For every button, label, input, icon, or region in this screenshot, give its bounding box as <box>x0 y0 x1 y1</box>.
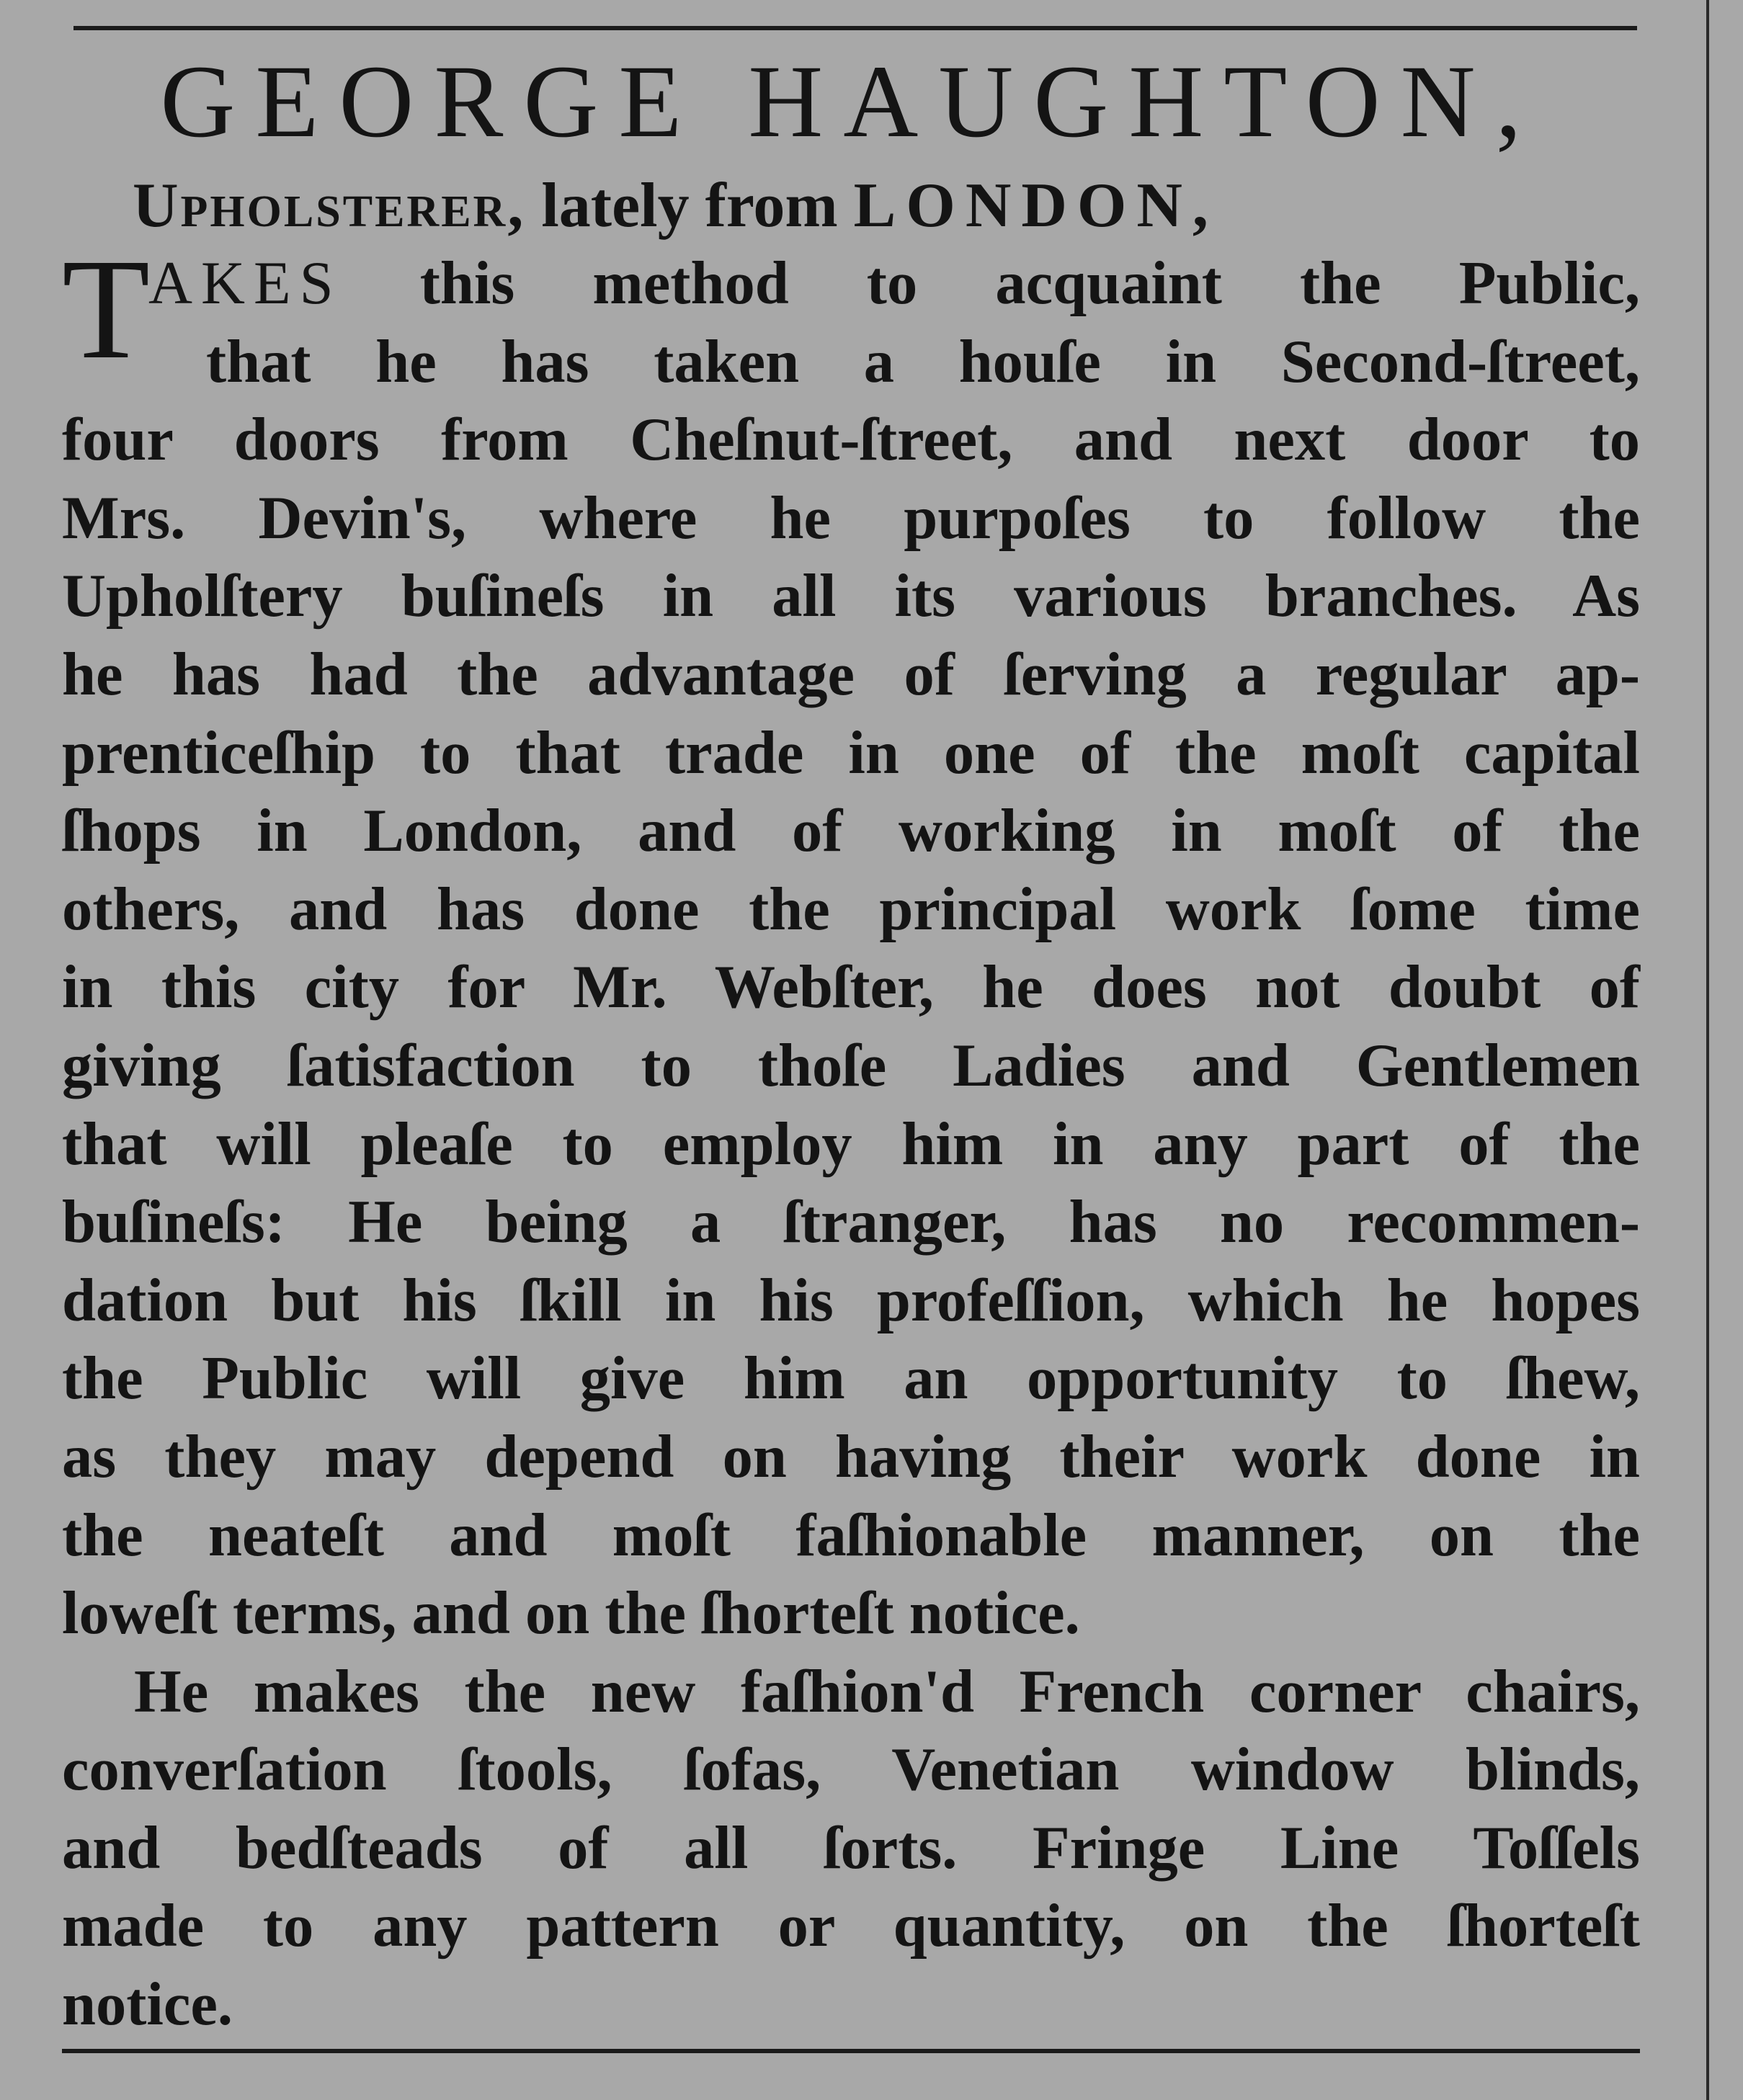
body-line: that he has taken a houſe in Second-ſtreet, <box>206 328 1640 396</box>
body-line: as they may depend on having their work done in <box>62 1423 1640 1491</box>
dropcap: T <box>62 230 151 389</box>
headline: GEORGE HAUGHTON, <box>160 45 1542 159</box>
first-word-rest: AKES <box>148 250 342 317</box>
city-label: LONDON, <box>853 171 1218 241</box>
column-edge-rule <box>1706 0 1709 2100</box>
subheadline <box>133 167 1640 245</box>
body-line: in this city for Mr. Webſter, he does not doubt of <box>62 954 1640 1022</box>
bottom-rule <box>62 2049 1640 2053</box>
body-line: the Public will give him an opportunity to ſhew, <box>62 1345 1640 1413</box>
body-line: dation but his ſkill in his profeſſion, which he hopes <box>62 1266 1640 1334</box>
body-line: converſation ſtools, ſofas, Venetian window blinds, <box>62 1736 1640 1804</box>
body-line: four doors from Cheſnut-ſtreet, and next door to <box>62 406 1640 474</box>
body-line: made to any pattern or quantity, on the ſhorteſt <box>62 1893 1640 1960</box>
body-line: notice. <box>62 1971 233 2039</box>
body-line: he has had the advantage of ſerving a regular ap- <box>62 640 1640 708</box>
body-line: others, and has done the principal work ſome time <box>62 875 1640 943</box>
body-line: AKES this method to acquaint the Public, <box>148 250 1641 317</box>
body-line: loweſt terms, and on the ſhorteſt notice. <box>62 1580 1080 1648</box>
first-paragraph <box>62 230 1641 1653</box>
body-line: Mrs. Devin's, where he purpoſes to follow the <box>62 484 1640 552</box>
body-line: and bedſteads of all ſorts. Fringe Line Toſſels <box>62 1814 1640 1882</box>
body-line: that will pleaſe to employ him in any part of the <box>62 1110 1640 1178</box>
advertisement <box>62 37 1640 2045</box>
second-paragraph <box>62 1653 1640 2045</box>
body-line: ſhops in London, and of working in moſt of the <box>62 797 1640 865</box>
body-line: Upholſtery buſineſs in all its various branches. As <box>62 563 1640 630</box>
subheadline-middle: lately from <box>525 171 854 241</box>
top-rule <box>73 26 1637 30</box>
body-line: buſineſs: He being a ſtranger, has no recommen- <box>62 1189 1640 1256</box>
body-line: He makes the new faſhion'd French corner chairs, <box>134 1658 1640 1725</box>
body-line: giving ſatisfaction to thoſe Ladies and Gentlemen <box>62 1032 1640 1099</box>
trade-label: Upholsterer, <box>133 171 526 241</box>
body-line: prenticeſhip to that trade in one of the moſt capital <box>62 719 1640 787</box>
body-line: the neateſt and moſt faſhionable manner, on the <box>62 1501 1640 1569</box>
